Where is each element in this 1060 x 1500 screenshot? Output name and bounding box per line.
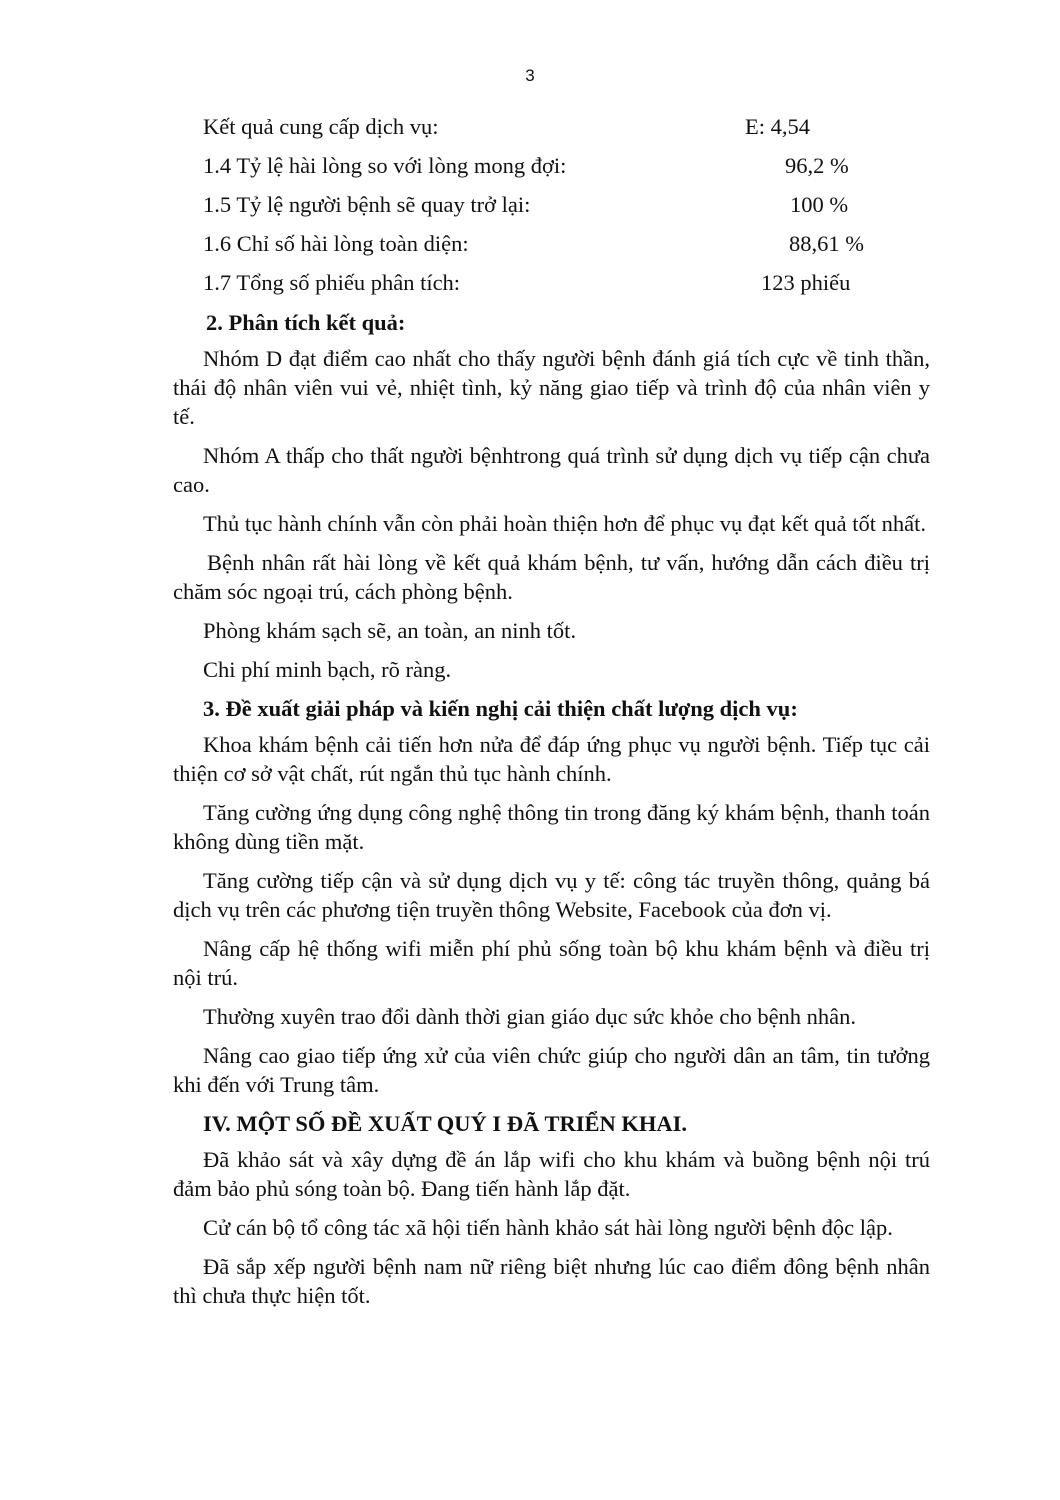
stat-row xyxy=(173,229,930,268)
stat-row xyxy=(173,151,930,190)
stat-label: 1.7 Tổng số phiếu phân tích: xyxy=(203,270,461,295)
stat-label: 1.6 Chỉ số hài lòng toàn diện: xyxy=(203,231,469,256)
paragraph: Nâng cao giao tiếp ứng xử của viên chức giúp cho người dân an tâm, tin tưởng khi đến với Trung tâm. xyxy=(173,1043,930,1097)
stat-row xyxy=(173,112,930,151)
paragraph: Cử cán bộ tổ công tác xã hội tiến hành khảo sát hài lòng người bệnh độc lập. xyxy=(203,1215,893,1240)
paragraph: Bệnh nhân rất hài lòng về kết quả khám bệnh, tư vấn, hướng dẫn cách điều trị chăm sóc ngoại trú, cách phòng bệnh. xyxy=(173,550,930,604)
stat-value: 123 phiếu xyxy=(761,270,851,295)
paragraph: Tăng cường ứng dụng công nghệ thông tin trong đăng ký khám bệnh, thanh toán không dùng tiền mặt. xyxy=(173,800,930,854)
stat-value: 88,61 % xyxy=(789,231,864,256)
stat-row xyxy=(173,268,930,307)
paragraph: Đã sắp xếp người bệnh nam nữ riêng biệt nhưng lúc cao điểm đông bệnh nhân thì chưa thực hiện tốt. xyxy=(173,1254,930,1308)
paragraph: Thủ tục hành chính vẫn còn phải hoàn thiện hơn để phục vụ đạt kết quả tốt nhất. xyxy=(203,511,926,536)
section-heading-implemented: IV. MỘT SỐ ĐỀ XUẤT QUÝ I ĐÃ TRIỂN KHAI. xyxy=(203,1111,688,1136)
paragraph: Nhóm D đạt điểm cao nhất cho thấy người bệnh đánh giá tích cực về tinh thần, thái độ nhân viên vui vẻ, nhiệt tình, kỷ năng giao tiếp và trình độ của nhân viên y tế. xyxy=(173,346,930,429)
stat-row xyxy=(173,190,930,229)
paragraph: Khoa khám bệnh cải tiến hơn nửa để đáp ứng phục vụ người bệnh. Tiếp tục cải thiện cơ sở vật chất, rút ngắn thủ tục hành chính. xyxy=(173,732,930,786)
section-heading-analysis: 2. Phân tích kết quả: xyxy=(206,310,406,335)
stat-label: 1.5 Tỷ lệ người bệnh sẽ quay trở lại: xyxy=(203,192,531,217)
paragraph: Nâng cấp hệ thống wifi miễn phí phủ sống toàn bộ khu khám bệnh và điều trị nội trú. xyxy=(173,936,930,990)
paragraph: Đã khảo sát và xây dựng đề án lắp wifi cho khu khám và buồng bệnh nội trú đảm bảo phủ sóng toàn bộ. Đang tiến hành lắp đặt. xyxy=(173,1147,930,1201)
stat-label: 1.4 Tỷ lệ hài lòng so với lòng mong đợi: xyxy=(203,153,567,178)
section-heading-proposals: 3. Đề xuất giải pháp và kiến nghị cải thiện chất lượng dịch vụ: xyxy=(203,696,798,721)
stat-value: 100 % xyxy=(790,192,849,217)
paragraph: Phòng khám sạch sẽ, an toàn, an ninh tốt. xyxy=(203,618,577,643)
paragraph: Nhóm A thấp cho thất người bệnhtrong quá trình sử dụng dịch vụ tiếp cận chưa cao. xyxy=(173,443,930,497)
paragraph: Chi phí minh bạch, rõ ràng. xyxy=(203,657,452,682)
stat-value: 96,2 % xyxy=(785,153,849,178)
paragraph: Tăng cường tiếp cận và sử dụng dịch vụ y tế: công tác truyền thông, quảng bá dịch vụ trên các phương tiện truyền thông Website, Facebook của đơn vị. xyxy=(173,868,930,922)
stat-label: Kết quả cung cấp dịch vụ: xyxy=(203,114,439,139)
paragraph: Thường xuyên trao đổi dành thời gian giáo dục sức khỏe cho bệnh nhân. xyxy=(203,1004,857,1029)
stat-value: E: 4,54 xyxy=(745,114,810,139)
document-body xyxy=(173,112,930,1320)
page-number: 3 xyxy=(525,66,535,85)
